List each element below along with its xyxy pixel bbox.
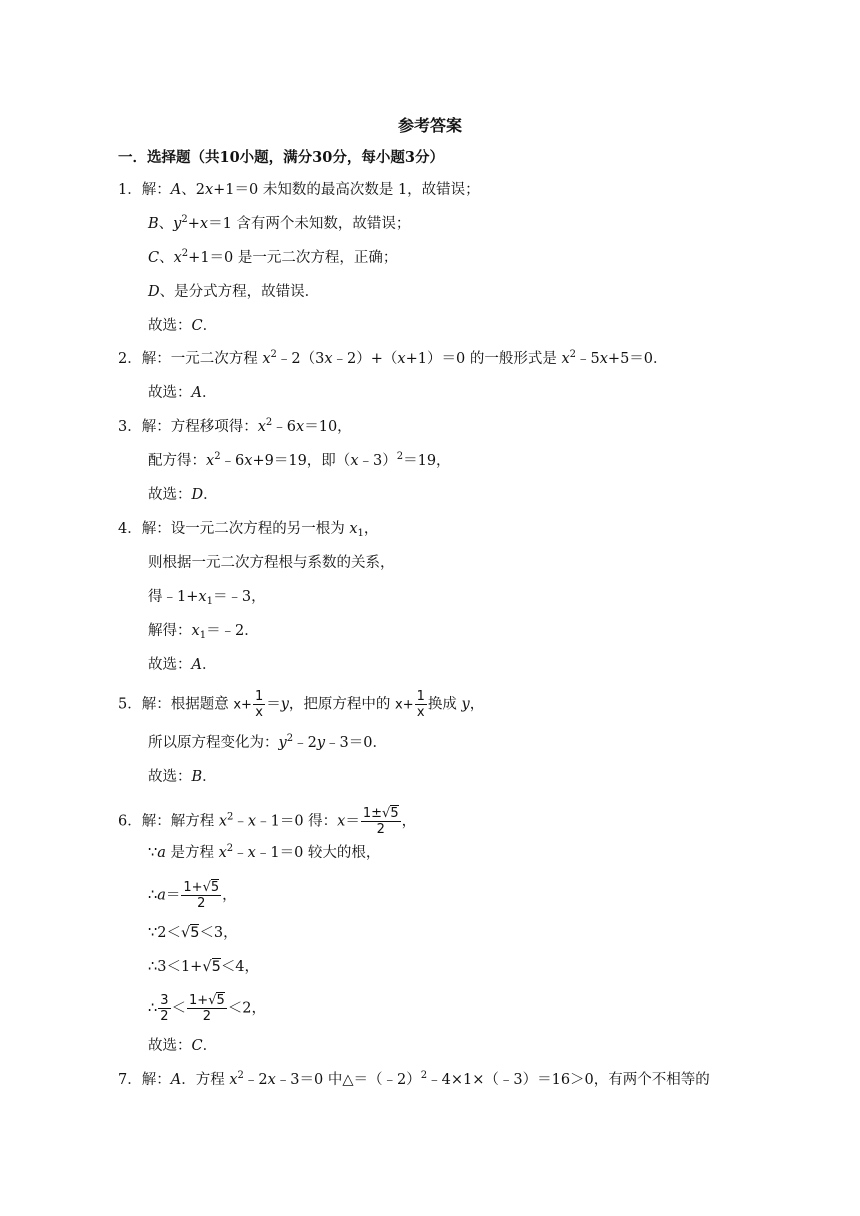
- q5-line-a: 5．解：根据题意 x+ $\frac{1}{x}$ ＝y，把原方程中的 x+ $\frac{1}{x}$ 换成 y，: [118, 689, 485, 720]
- fraction: $\frac{1}{x}$: [416, 689, 425, 720]
- fraction: $\frac{1+√5}{2}$: [189, 993, 225, 1024]
- q6-line-a: 6．解：解方程 $x^2﹣x﹣1=0$ 得：x＝ $\frac{1\pm√5}{2}$ ，: [118, 806, 417, 837]
- fraction: $\frac{1}{x}$: [254, 689, 264, 720]
- q1-answer: 故选：C．: [148, 318, 218, 334]
- q4-line-b: 则根据一元二次方程根与系数的关系，: [148, 555, 395, 571]
- q3-line-b: 配方得：$x^2﹣6x+9=19$，即（x﹣3）$^2$＝19，: [148, 451, 451, 469]
- q3-line-a: 3．解：方程移项得：$x^2﹣6x=10$，: [118, 417, 352, 435]
- q6-line-d: ∵2＜√5＜3，: [148, 925, 238, 941]
- section-heading: 一．选择题（共10小题，满分30分，每小题3分）: [118, 149, 444, 166]
- q4-line-d: 解得：$x_1=﹣2$．: [148, 623, 259, 641]
- q1-line-b: B、$y^2+x=1$ 含有两个未知数，故错误；: [148, 214, 411, 232]
- q2-line-a: 2．解：一元二次方程 $x^2﹣2(3x﹣2)+(x+1)=0$ 的一般形式是 $x^2﹣5x+5=0$．: [118, 349, 668, 367]
- q6-line-b: ∵a 是方程 $x^2﹣x﹣1=0$ 较大的根，: [148, 843, 381, 861]
- page-title: 参考答案: [397, 116, 462, 135]
- q7-line-a: 7．解：A．方程 $x^2﹣2x﹣3=0$ 中△＝（﹣2）$^2$﹣4×1×（﹣3）＝16＞0，有两个不相等的: [118, 1070, 710, 1088]
- q5-line-b: 所以原方程变化为：$y^2﹣2y﹣3=0$．: [148, 733, 387, 751]
- q5-answer: 故选：B．: [148, 769, 217, 785]
- q6-line-e: ∴3＜1+√5＜4，: [148, 959, 260, 975]
- q1-line-c: C、$x^2+1=0$ 是一元二次方程，正确；: [148, 248, 398, 266]
- fraction: $\frac{1\pm√5}{2}$: [362, 806, 399, 837]
- q4-answer: 故选：A．: [148, 657, 217, 673]
- q1-line-d: D、是分式方程，故错误．: [148, 284, 320, 300]
- fraction: $\frac{1+√5}{2}$: [183, 880, 220, 911]
- q4-line-c: 得$﹣1+x_1=﹣3$，: [148, 589, 266, 607]
- q1-line-a: 1．解：A、2x+1＝0 未知数的最高次数是 1，故错误；: [118, 182, 480, 198]
- fraction: $\frac{3}{2}$: [160, 993, 169, 1024]
- q6-line-f: ∴ $\frac{3}{2}$ ＜ $\frac{1+√5}{2}$ ＜2，: [148, 993, 266, 1024]
- q6-answer: 故选：C．: [148, 1038, 218, 1054]
- q4-line-a: 4．解：设一元二次方程的另一根为 $x_1$，: [118, 521, 379, 539]
- q6-line-c: ∴a＝ $\frac{1+√5}{2}$ ，: [148, 880, 237, 911]
- q3-answer: 故选：D．: [148, 487, 218, 503]
- q2-answer: 故选：A．: [148, 385, 217, 401]
